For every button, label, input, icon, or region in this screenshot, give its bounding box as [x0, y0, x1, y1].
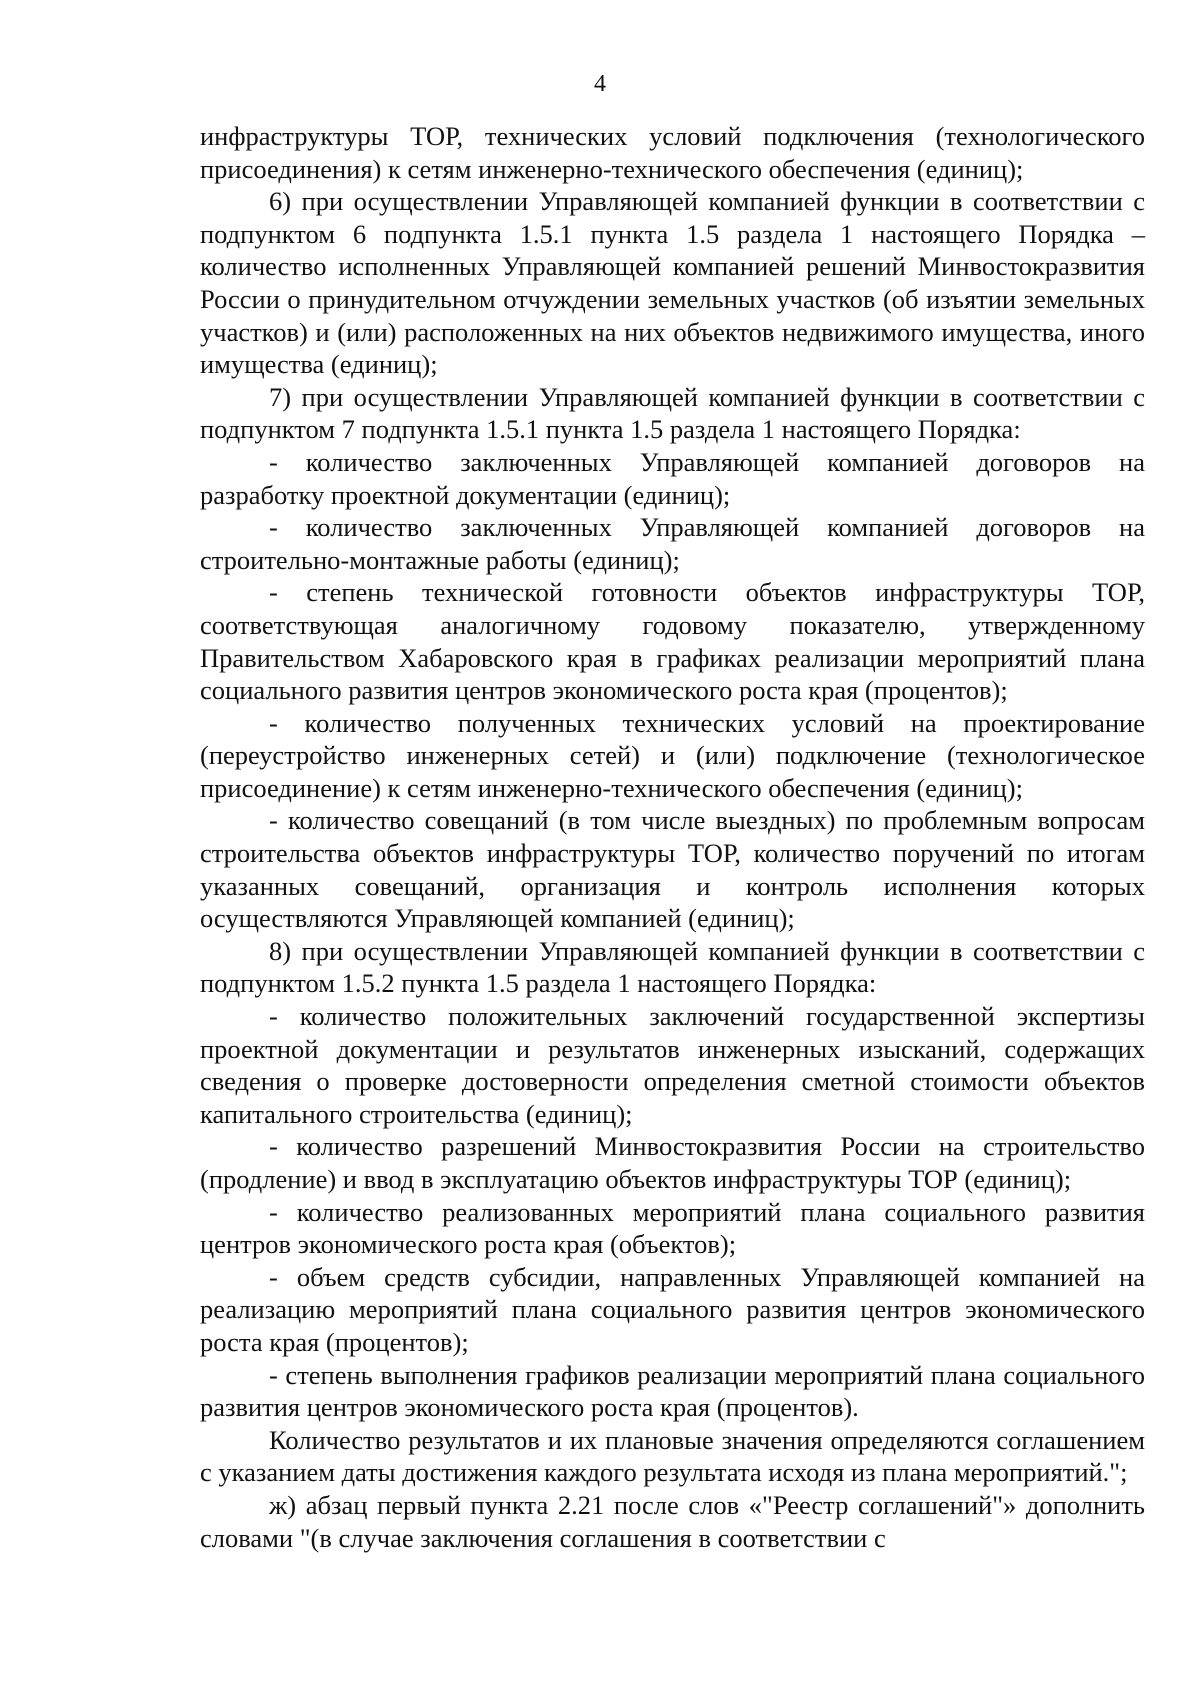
- document-body: [200, 120, 1145, 1554]
- paragraph: ж) абзац первый пункта 2.21 после слов «"Реестр соглашений"» дополнить словами "(в случае заключения соглашения в соответствии с: [200, 1489, 1145, 1553]
- list-item: - количество заключенных Управляющей компанией договоров на строительно-монтажные работы (единиц);: [200, 512, 1145, 575]
- paragraph: инфраструктуры ТОР, технических условий подключения (технологического присоединения) к сетям инженерно-технического обеспечения (единиц);: [200, 121, 1145, 184]
- paragraph: 6) при осуществлении Управляющей компанией функции в соответствии с подпунктом 6 подпункта 1.5.1 пункта 1.5 раздела 1 настоящего Порядка – количество исполненных Управляющей компанией решений Минвостокразвития России о принудительном отчуждении земельных участков (об изъятии земельных участков) и (или) расположенных на них объектов недвижимого имущества, иного имущества (единиц);: [200, 186, 1145, 380]
- list-item: - степень технической готовности объектов инфраструктуры ТОР, соответствующая аналогичному годовому показателю, утвержденному Правительством Хабаровского края в графиках реализации мероприятий плана социального развития центров экономического роста края (процентов);: [200, 577, 1145, 706]
- list-item: - степень выполнения графиков реализации мероприятий плана социального развития центров экономического роста края (процентов).: [200, 1359, 1145, 1423]
- list-item: - количество разрешений Минвостокразвития России на строительство (продление) и ввод в эксплуатацию объектов инфраструктуры ТОР (единиц);: [200, 1131, 1145, 1194]
- list-item: - объем средств субсидии, направленных Управляющей компанией на реализацию мероприятий плана социального развития центров экономического роста края (процентов);: [200, 1261, 1145, 1357]
- list-item: - количество совещаний (в том числе выездных) по проблемным вопросам строительства объектов инфраструктуры ТОР, количество поручений по итогам указанных совещаний, организация и контроль исполнения которых осуществляются Управляющей компанией (единиц);: [200, 805, 1145, 934]
- paragraph: Количество результатов и их плановые значения определяются соглашением с указанием даты достижения каждого результата исходя из плана мероприятий.";: [200, 1424, 1145, 1488]
- list-item: - количество положительных заключений государственной экспертизы проектной документации и результатов инженерных изысканий, содержащих сведения о проверке достоверности определения сметной стоимости объектов капитального строительства (единиц);: [200, 1001, 1145, 1129]
- paragraph: 8) при осуществлении Управляющей компанией функции в соответствии с подпунктом 1.5.2 пункта 1.5 раздела 1 настоящего Порядка:: [200, 935, 1145, 999]
- list-item: - количество полученных технических условий на проектирование (переустройство инженерных сетей) и (или) подключение (технологическое присоединение) к сетям инженерно-технического обеспечения (единиц);: [200, 707, 1145, 803]
- page-number: 4: [594, 71, 606, 97]
- list-item: - количество реализованных мероприятий плана социального развития центров экономического роста края (объектов);: [200, 1196, 1145, 1260]
- paragraph: 7) при осуществлении Управляющей компанией функции в соответствии с подпунктом 7 подпункта 1.5.1 пункта 1.5 раздела 1 настоящего Порядка:: [200, 381, 1145, 445]
- list-item: - количество заключенных Управляющей компанией договоров на разработку проектной документации (единиц);: [200, 446, 1145, 510]
